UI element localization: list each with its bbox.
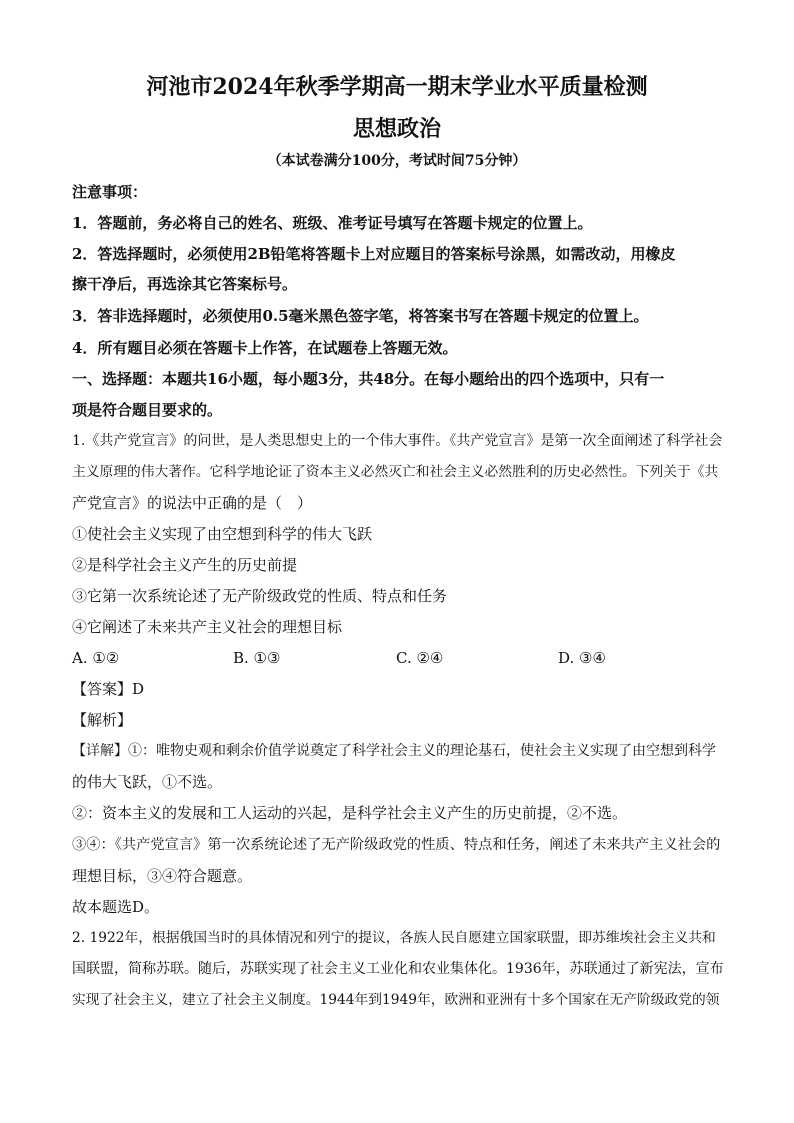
q1-option-a: A. ①②	[72, 649, 120, 667]
q1-option-d: D. ③④	[558, 649, 606, 667]
q1-statement-1: ①使社会主义实现了由空想到科学的伟大飞跃	[72, 525, 373, 543]
q1-statement-2: ②是科学社会主义产生的历史前提	[72, 556, 298, 574]
q1-answer: 【答案】D	[72, 680, 145, 698]
notice-item-2-line-2: 擦干净后，再选涂其它答案标号。	[72, 275, 298, 293]
q1-analysis-label: 【解析】	[72, 711, 133, 729]
notice-item-3: 3．答非选择题时，必须使用0.5毫米黑色签字笔，将答案书写在答题卡规定的位置上。	[72, 307, 649, 325]
notice-item-4: 4．所有题目必须在答题卡上作答，在试题卷上答题无效。	[72, 339, 458, 357]
q1-detail-2: ②：资本主义的发展和工人运动的兴起，是科学社会主义产生的历史前提，②不选。	[72, 804, 628, 822]
q1-detail-3-line-2: 理想目标，③④符合题意。	[72, 867, 253, 885]
notice-item-2-line-1: 2．答选择题时，必须使用2B铅笔将答题卡上对应题目的答案标号涂黑，如需改动，用橡皮	[72, 245, 676, 263]
exam-subject: 思想政治	[352, 116, 441, 142]
q1-stem-line-1: 1.《共产党宣言》的问世，是人类思想史上的一个伟大事件。《共产党宣言》是第一次全面阐述了科学社会	[72, 433, 723, 449]
section-1-heading-line-2: 项是符合题目要求的。	[72, 401, 223, 419]
q1-option-c: C. ②④	[396, 649, 444, 667]
q1-detail-3-line-1: ③④：《共产党宣言》第一次系统论述了无产阶级政党的性质、特点和任务，阐述了未来共产主义社会的	[72, 837, 721, 853]
q1-option-b: B. ①③	[233, 649, 281, 667]
q1-statement-3: ③它第一次系统论述了无产阶级政党的性质、特点和任务	[72, 587, 448, 605]
exam-title: 河池市2024年秋季学期高一期末学业水平质量检测	[146, 74, 648, 100]
notice-item-1: 1．答题前，务必将自己的姓名、班级、准考证号填写在答题卡规定的位置上。	[72, 214, 593, 232]
q1-stem-line-3: 产党宣言》的说法中正确的是（ ）	[72, 494, 313, 512]
q1-stem-line-2: 主义原理的伟大著作。它科学地论证了资本主义必然灭亡和社会主义必然胜利的历史必然性。下列关于《共	[72, 464, 719, 480]
q1-conclusion: 故本题选D。	[72, 898, 160, 916]
q2-stem-line-1: 2. 1922年，根据俄国当时的具体情况和列宁的提议，各族人民自愿建立国家联盟，即苏维埃社会主义共和	[72, 930, 716, 946]
q1-detail-line-2: 的伟大飞跃，①不选。	[72, 773, 223, 791]
q1-statement-4: ④它阐述了未来共产主义社会的理想目标	[72, 618, 343, 636]
q1-detail-line-1: 【详解】①：唯物史观和剩余价值学说奠定了科学社会主义的理论基石，使社会主义实现了由空想到科学	[72, 743, 716, 759]
exam-note: （本试卷满分100分，考试时间75分钟）	[267, 153, 527, 169]
section-1-heading-line-1: 一、选择题：本题共16小题，每小题3分，共48分。在每小题给出的四个选项中，只有一	[72, 370, 665, 388]
notice-heading: 注意事项：	[72, 183, 148, 201]
q2-stem-line-2: 国联盟，简称苏联。随后，苏联实现了社会主义工业化和农业集体化。1936年，苏联通过了新宪法，宣布	[72, 961, 724, 977]
q2-stem-line-3: 实现了社会主义，建立了社会主义制度。1944年到1949年，欧洲和亚洲有十多个国家在无产阶级政党的领	[72, 992, 720, 1008]
